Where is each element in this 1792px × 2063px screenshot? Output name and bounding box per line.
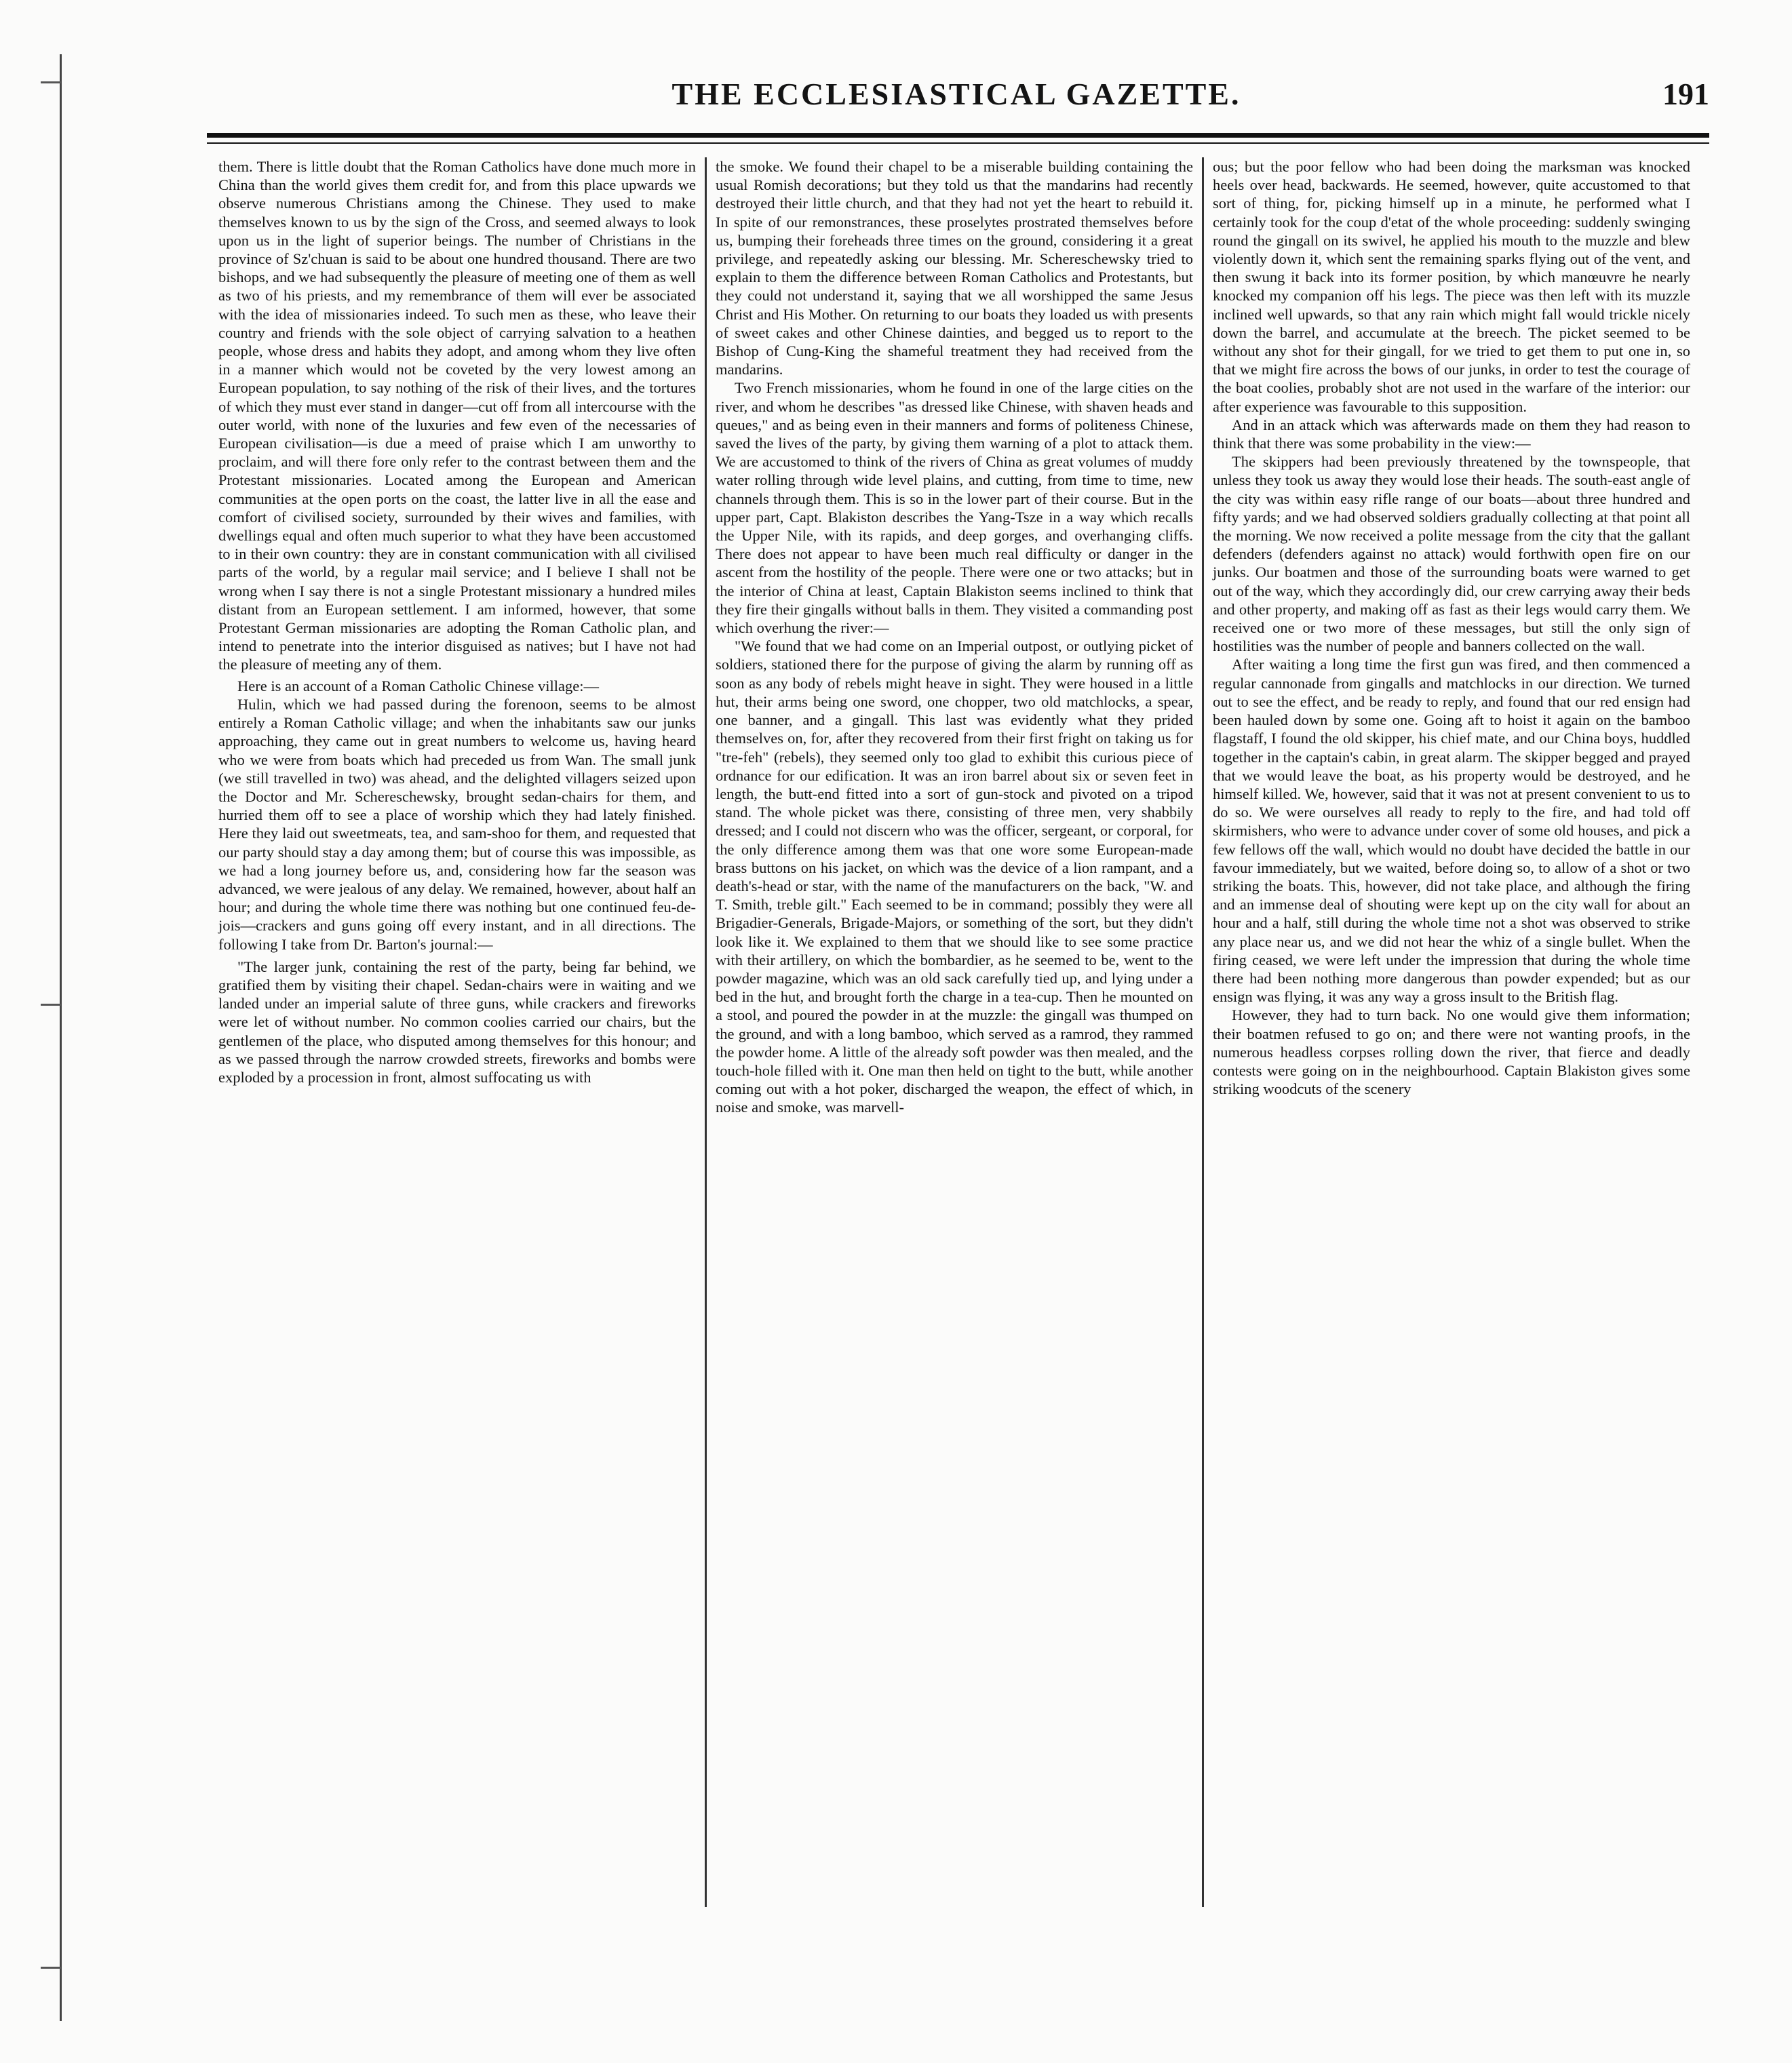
publication-title: THE ECCLESIASTICAL GAZETTE. [671, 77, 1241, 111]
paragraph: "The larger junk, containing the rest of the party, being far behind, we gratified them by visiting their chapel. Sedan-chairs were in waiting and we landed under an imperial salute of three guns, while crackers and fireworks were let of without number. No common coolies carried our chairs, but the gentlemen of the place, who disputed among themselves for this honour; and as we passed through the narrow crowded streets, fireworks and bombs were exploded by a procession in front, almost suffocating us with [218, 958, 696, 1086]
column-3 [1205, 157, 1698, 1907]
paragraph: After waiting a long time the first gun was fired, and then commenced a regular cannonade from gingalls and matchlocks in our direction. We turned out to see the effect, and be ready to reply, and found that our red ensign had been hauled down by some one. Going aft to hoist it again on the bamboo flagstaff, I found the old skipper, his chief mate, and our China boys, huddled together in the captain's cabin, in great alarm. The skipper begged and prayed that we would leave the boat, as his property would be destroyed, and he himself killed. We, however, said that it was not at present convenient to us to do so. We were ourselves all ready to reply to the fire, and had told off skirmishers, who were to advance under cover of some old houses, and pick a few fellows off the wall, which would no doubt have decided the battle in our favour immediately, but we waited, before doing so, to allow of a shot or two striking the boats. This, however, did not take place, and although the firing and an immense deal of shouting were kept up on the city wall for about an hour and a half, still during the whole time not a shot was observed to strike any place near us, and we did not hear the whiz of a single bullet. When the firing ceased, we were left under the impression that during the whole time there had been nothing more dangerous than powder expended; but as our ensign was flying, it was any way a gross insult to the British flag. [1213, 656, 1690, 1006]
header-rule [207, 133, 1709, 138]
binding-mark [41, 1004, 61, 1006]
binding-mark [41, 81, 61, 83]
column-divider [1202, 157, 1204, 1907]
paragraph: ous; but the poor fellow who had been doing the marksman was knocked heels over head, backwards. He seemed, however, quite accustomed to that sort of thing, for, picking himself up in a minute, he performed what I certainly took for the coup d'etat of the whole proceeding: suddenly swinging round the gingall on its swivel, he applied his mouth to the muzzle and blew violently down it, which sent the remaining sparks flying out of the vent, and then swung it back into its former position, by which manœuvre he nearly knocked my companion off his legs. The piece was then left with its muzzle inclined well upwards, so that any rain which might fall would trickle nicely down the barrel, and accumulate at the breech. The picket seemed to be without any shot for their gingall, for we tried to get them to put one in, so that we might fire across the bows of our junks, in order to test the courage of the boat coolies, probably shot are not used in the warfare of the interior: our after experience was favourable to this supposition. [1213, 158, 1690, 415]
binding-edge [60, 54, 62, 2021]
paragraph: Here is an account of a Roman Catholic Chinese village:— [237, 677, 599, 694]
page-header [203, 76, 1709, 123]
column-1 [210, 157, 704, 1907]
article-columns [210, 157, 1709, 1907]
column-divider [705, 157, 707, 1907]
paragraph: them. There is little doubt that the Roman Catholics have done much more in China than the world gives them credit for, and from this place upwards we observe numerous Christians among the Chinese. They used to make themselves known to us by the sign of the Cross, and seemed always to look upon us in the light of superior beings. The number of Christians in the province of Sz'chuan is said to be about one hundred thousand. There are two bishops, and we had subsequently the pleasure of meeting one of them as well as two of his priests, and my remembrance of them will ever be associated with the idea of missionaries indeed. To such men as these, who leave their country and friends with the sole object of carrying salvation to a heathen people, whose dress and habits they adopt, and among whom they live often in a manner which would not be coveted by the very lowest among an European population, to say nothing of the risk of their lives, and the tortures of which they must ever stand in danger—cut off from all intercourse with the outer world, with none of the luxuries and few even of the necessaries of European civilisation—is due a meed of praise which I am unworthy to proclaim, and will there fore only refer to the contrast between them and the Protestant missionaries. Located among the European and American communities at the open ports on the coast, the latter live in all the ease and comfort of civilised society, surrounded by their wives and families, with dwellings equal and often much superior to what they have been accustomed to in their own country: they are in constant communication with all civilised parts of the world, by a regular mail service; and I believe I shall not be wrong when I say there is not a single Protestant missionary a hundred miles distant from an European settlement. I am informed, however, that some Protestant German missionaries are adopting the Roman Catholic plan, and intend to penetrate into the interior disguised as natives; but I have not had the pleasure of meeting any of them. [218, 158, 696, 673]
header-rule-thin [207, 142, 1709, 144]
paragraph: "We found that we had come on an Imperial outpost, or outlying picket of soldiers, stationed there for the purpose of giving the alarm by running off as soon as any body of rebels might heave in sight. They were housed in a little hut, their arms being one sword, one chopper, two old matchlocks, a spear, one banner, and a gingall. This last was evidently what they prided themselves on, for, after they recovered from their first fright on taking us for "tre-feh" (rebels), they seemed only too glad to exhibit this curious piece of ordnance for our edification. It was an iron barrel about six or seven feet in length, the butt-end fitted into a sort of gun-stock and pivoted on a tripod stand. The whole picket was there, consisting of three men, very shabbily dressed; and I could not discern who was the officer, sergeant, or corporal, for the only difference among them was that one wore some European-made brass buttons on his jacket, on which was the device of a lion rampant, and a death's-head or star, with the name of the manufacturers on the back, "W. and T. Smith, treble gilt." Each seemed to be in command; possibly they were all Brigadier-Generals, Brigade-Majors, or something of the sort, but they didn't look like it. We explained to them that we should like to see some practice with their artillery, on which the bombardier, as he seemed to be, went to the powder magazine, which was an old sack carefully tied up, and lying under a bed in the hut, and brought forth the charge in a tea-cup. Then he mounted on a stool, and poured the powder in at the muzzle: the gingall was thumped on the ground, and with a long bamboo, which served as a ramrod, they rammed the powder home. A little of the already soft powder was then mealed, and the touch-hole filled with it. One man then held on tight to the butt, while another coming out with a hot poker, discharged the weapon, the effect of which, in noise and smoke, was marvell- [716, 637, 1193, 1116]
page-number: 191 [1662, 77, 1709, 111]
binding-mark [41, 1967, 61, 1969]
column-2 [707, 157, 1201, 1907]
paragraph: Hulin, which we had passed during the forenoon, seems to be almost entirely a Roman Catholic village; and when the inhabitants saw our junks approaching, they came out in great numbers to welcome us, having heard who we were from boats which had preceded us from Wan. The small junk (we still travelled in two) was ahead, and the delighted villagers seized upon the Doctor and Mr. Schereschewsky, brought sedan-chairs for them, and hurried them off to see a place of worship which they had lately finished. Here they laid out sweetmeats, tea, and sam-shoo for them, and requested that our party should stay a day among them; but of course this was impossible, as we had a long journey before us, and, considering how far the season was advanced, we were jealous of any delay. We remained, however, about half an hour; and during the whole time there was nothing but one continued feu-de-jois—crackers and guns going off every instant, and in all directions. The following I take from Dr. Barton's journal:— [218, 695, 696, 953]
paragraph: The skippers had been previously threatened by the townspeople, that unless they took us away they would lose their heads. The south-east angle of the city was within easy rifle range of our boats—about three hundred and fifty yards; and we had observed soldiers gradually collecting at that point all the morning. We now received a polite message from the city that the gallant defenders (defenders against no attack) would forthwith open fire on our junks. Our boatmen and those of the surrounding boats were warned to get out of the way, which they accordingly did, our crew carrying away their beds and other property, and making off as fast as their legs would carry them. We received one or two more of these messages, but still the only sign of hostilities was the number of people and banners collected on the wall. [1213, 453, 1690, 655]
paragraph: Two French missionaries, whom he found in one of the large cities on the river, and whom he describes "as dressed like Chinese, with shaven heads and queues," and as being even in their manners and forms of politeness Chinese, saved the lives of the party, by giving them warning of a plot to attack them. We are accustomed to think of the rivers of China as great volumes of muddy water rolling through wide level plains, and cutting, from time to time, new channels through them. This is so in the lower part of their course. But in the upper part, Capt. Blakiston describes the Yang-Tsze in a way which recalls the Upper Nile, with its rapids, and deep gorges, and overhanging cliffs. There does not appear to have been much real difficulty or danger in the ascent from the hostility of the people. There were one or two attacks; but in the interior of China at least, Captain Blakiston seems inclined to think that they fire their gingalls without balls in them. They visited a commanding post which overhung the river:— [716, 379, 1193, 637]
paragraph: And in an attack which was afterwards made on them they had reason to think that there was some probability in the view:— [1213, 416, 1690, 452]
paragraph: the smoke. We found their chapel to be a miserable building containing the usual Romish decorations; but they told us that the mandarins had recently destroyed their little church, and that they had not yet the heart to rebuild it. In spite of our remonstrances, these proselytes prostrated themselves before us, bumping their foreheads three times on the ground, considering it a great privilege, and repeatedly asking our blessing. Mr. Schereschewsky tried to explain to them the difference between Roman Catholics and Protestants, but they could not understand it, saying that we all worshipped the same Jesus Christ and His Mother. On returning to our boats they loaded us with presents of sweet cakes and other Chinese dainties, and begged us to report to the Bishop of Cung-King the shameful treatment they had received from the mandarins. [716, 158, 1193, 378]
paragraph: However, they had to turn back. No one would give them information; their boatmen refused to go on; and there were not wanting proofs, in the numerous headless corpses rolling down the river, that fierce and deadly contests were going on in the neighbourhood. Captain Blakiston gives some striking woodcuts of the scenery [1213, 1006, 1690, 1098]
